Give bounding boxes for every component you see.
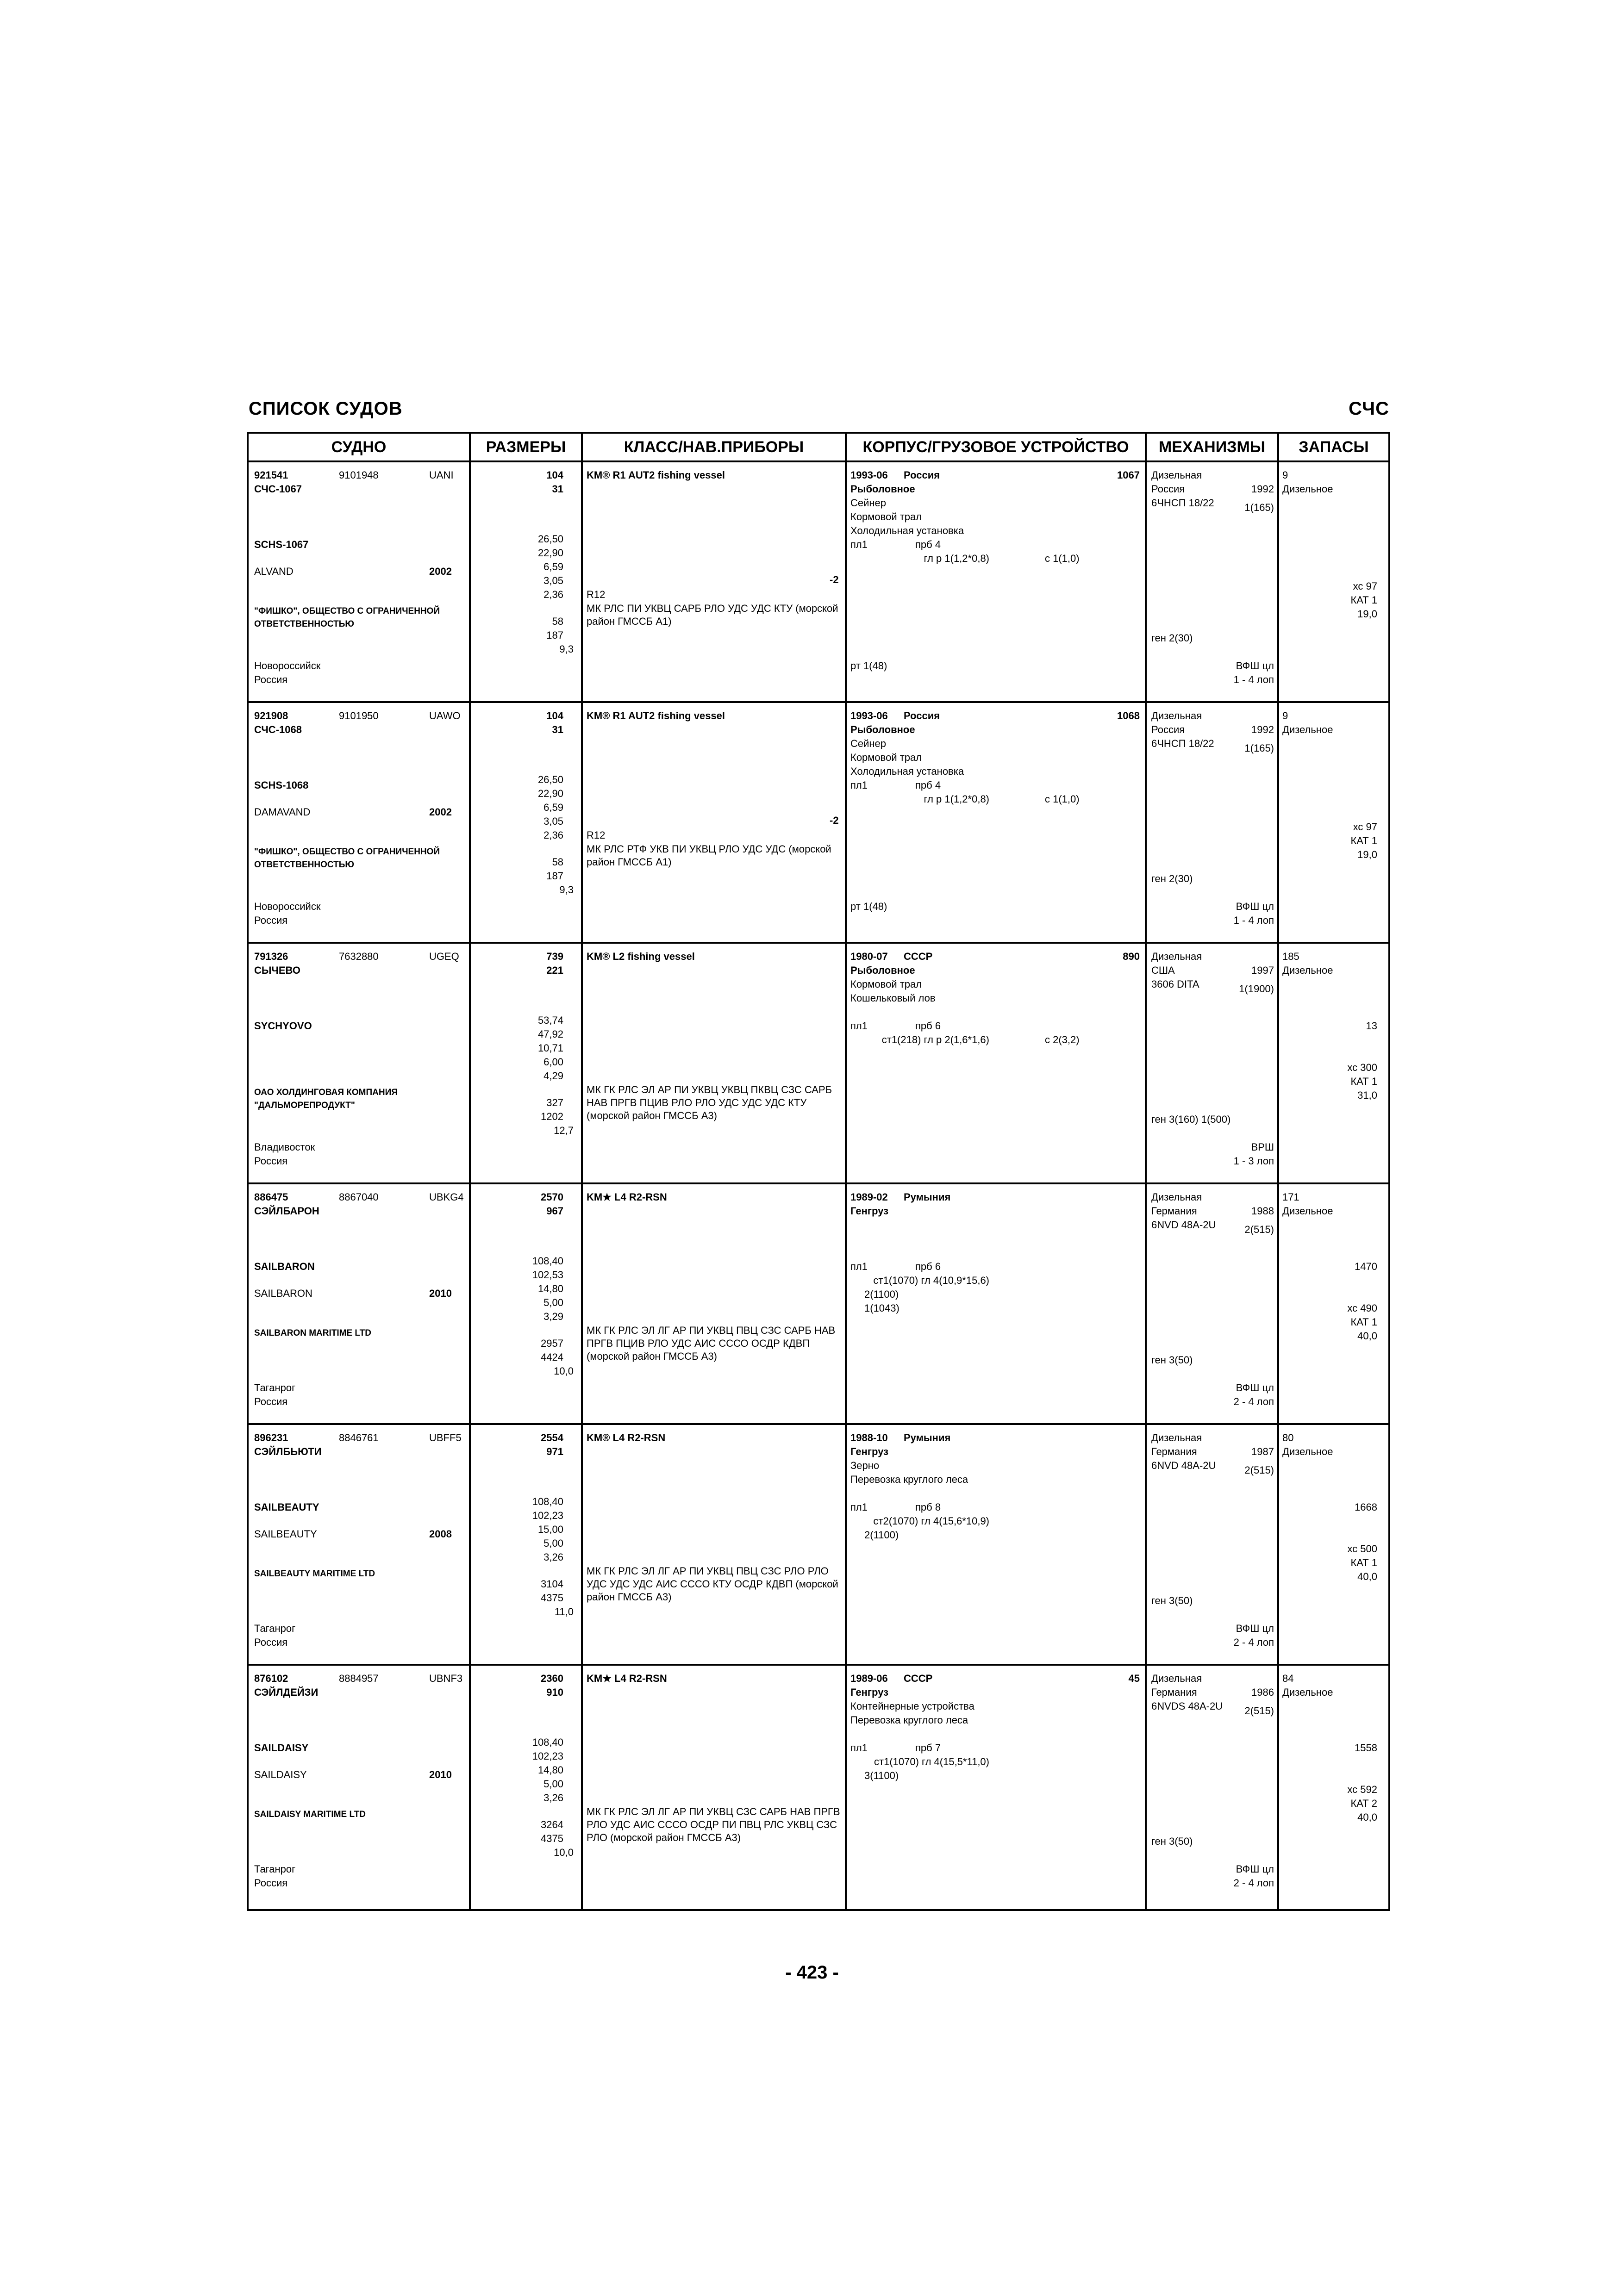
bulkhead-count: прб 4 [915, 539, 941, 550]
former-year: 2010 [429, 1769, 452, 1780]
category-value: 31,0 [1357, 1089, 1377, 1101]
engine-power: 2(515) [1244, 1705, 1274, 1717]
ice-class: R12 [587, 829, 606, 841]
dimension-value: 2,36 [543, 829, 563, 841]
net-tonnage: 31 [552, 483, 563, 495]
fuel-capacity: 80 [1282, 1432, 1294, 1444]
displacement: 1202 [541, 1111, 563, 1122]
ship-name-latin: SCHS-1068 [254, 779, 309, 791]
ice-class: R12 [587, 589, 606, 600]
dimension-value: 102,23 [532, 1750, 563, 1762]
reg-number: 896231 [254, 1432, 288, 1444]
imo-number: 8884957 [339, 1673, 379, 1684]
owner: "ФИШКО", ОБЩЕСТВО С ОГРАНИЧЕННОЙ ОТВЕТСТВЕННОСТЬЮ [254, 606, 440, 629]
category: КАТ 2 [1350, 1798, 1377, 1809]
table-header [249, 434, 1388, 462]
category: КАТ 1 [1350, 594, 1377, 606]
reg-number: 791326 [254, 951, 288, 962]
dimension-value: 5,00 [543, 1297, 563, 1308]
hull-feature: Перевозка круглого леса [850, 1474, 968, 1485]
column-dimensions: РАЗМЕРЫ [471, 434, 583, 460]
nav-equipment: МК ГК РЛС ЭЛ ЛГ АР ПИ УКВЦ ПВЦ СЗС РЛО РЛО УДС УДС УДС АИС СССО КТУ ОСДР КДВП (морской район ГМССБ А3) [587, 1565, 838, 1603]
home-port: Таганрог [254, 1623, 296, 1634]
gross-tonnage: 2554 [541, 1432, 563, 1444]
ship-name: СЫЧЕВО [254, 964, 301, 976]
owner: SAILBEAUTY MARITIME LTD [254, 1569, 375, 1579]
engine-power: 1(165) [1244, 742, 1274, 754]
former-name: SAILDAISY [254, 1769, 307, 1780]
hull-feature: Холодильная установка [850, 525, 964, 536]
deck-count: пл1 [850, 1742, 868, 1754]
fuel-capacity: 9 [1282, 469, 1288, 481]
dimension-value: 3,29 [543, 1311, 563, 1322]
build-country: Румыния [904, 1432, 951, 1444]
fuel-secondary: 1558 [1355, 1742, 1377, 1754]
hold-data: 2(1100) [864, 1529, 899, 1541]
fuel-type: Дизельное [1282, 1686, 1333, 1698]
dimension-value: 4,29 [543, 1070, 563, 1082]
hull-feature: Сейнер [850, 738, 887, 749]
propeller-blades: 2 - 4 лоп [1233, 1396, 1274, 1407]
displacement: 187 [546, 629, 563, 641]
bulkhead-count: прб 4 [915, 779, 941, 791]
former-year: 2008 [429, 1528, 452, 1540]
call-sign: UAWO [429, 710, 461, 722]
owner: "ФИШКО", ОБЩЕСТВО С ОГРАНИЧЕННОЙ ОТВЕТСТВЕННОСТЬЮ [254, 847, 440, 870]
engine-country: Россия [1151, 724, 1185, 735]
gross-tonnage: 104 [546, 710, 563, 722]
engine-model: 6NVD 48A-2U [1151, 1460, 1216, 1471]
engine-year: 1988 [1251, 1205, 1274, 1217]
yard-number: 1067 [1117, 469, 1140, 481]
bulkhead-count: прб 8 [915, 1501, 941, 1513]
fuel-capacity: 185 [1282, 951, 1299, 962]
dimension-value: 3,26 [543, 1551, 563, 1563]
ship-type: Рыболовное [850, 964, 915, 976]
propeller: ВФШ цл [1236, 1382, 1274, 1394]
deck-count: пл1 [850, 1501, 868, 1513]
category: КАТ 1 [1350, 1076, 1377, 1087]
gross-tonnage: 739 [546, 951, 563, 962]
deadweight: 2957 [541, 1338, 563, 1349]
engine-model: 6NVDS 48A-2U [1151, 1700, 1223, 1712]
net-tonnage: 31 [552, 724, 563, 735]
speed: 10,0 [554, 1847, 574, 1858]
propeller-blades: 1 - 4 лоп [1233, 915, 1274, 926]
dimension-value: 10,71 [537, 1042, 563, 1054]
displacement: 4375 [541, 1592, 563, 1604]
class-notation: KM® L4 R2-RSN [587, 1432, 666, 1444]
imo-number: 9101950 [339, 710, 379, 722]
list-title: СПИСОК СУДОВ [249, 398, 403, 419]
engine-country: Германия [1151, 1446, 1197, 1457]
fuel-type: Дизельное [1282, 483, 1333, 495]
ship-record [249, 703, 1388, 944]
deck-count: пл1 [850, 1261, 868, 1272]
displacement: 4424 [541, 1351, 563, 1363]
propeller: ВРШ [1251, 1141, 1274, 1153]
engine-type: Дизельная [1151, 951, 1202, 962]
build-date: 1993-06 [850, 469, 888, 481]
dimension-value: 5,00 [543, 1778, 563, 1790]
hold-data: ст1(1070) гл 4(15,5*11,0) [874, 1756, 989, 1767]
generators: ген 2(30) [1151, 632, 1193, 644]
ship-name: СЧС-1068 [254, 724, 302, 735]
reg-number: 921908 [254, 710, 288, 722]
dimension-value: 14,80 [537, 1764, 563, 1776]
ship-record [249, 1425, 1388, 1666]
fuel-type: Дизельное [1282, 1205, 1333, 1217]
hold-data: 3(1100) [864, 1770, 899, 1781]
page-number: - 423 - [785, 1962, 839, 1983]
deck-count: пл1 [850, 539, 868, 550]
category: КАТ 1 [1350, 1316, 1377, 1328]
ship-type: Генгруз [850, 1446, 889, 1457]
former-name: SAILBARON [254, 1288, 312, 1299]
deck-count: пл1 [850, 1020, 868, 1032]
nav-equipment: МК РЛС РТФ УКВ ПИ УКВЦ РЛО УДС УДС (морской район ГМССБ А1) [587, 843, 831, 868]
build-date: 1988-10 [850, 1432, 888, 1444]
ship-name: СЭЙЛДЕЙЗИ [254, 1686, 319, 1698]
deadweight: 58 [552, 856, 563, 868]
hold-data: ст2(1070) гл 4(15,6*10,9) [873, 1515, 989, 1527]
nav-equipment: МК ГК РЛС ЭЛ АР ПИ УКВЦ УКВЦ ПКВЦ СЗС САРБ НАВ ПРГВ ПЦИВ РЛО РЛО УДС УДС УДС КТУ (морской район ГМССБ А3) [587, 1084, 832, 1121]
bulkhead-count: прб 6 [915, 1261, 941, 1272]
engine-power: 2(515) [1244, 1224, 1274, 1235]
fuel-secondary: 1470 [1355, 1261, 1377, 1272]
bulkhead-count: прб 7 [915, 1742, 941, 1754]
class-notation: KM® L2 fishing vessel [587, 951, 695, 962]
engine-type: Дизельная [1151, 1191, 1202, 1203]
category-value: 40,0 [1357, 1571, 1377, 1582]
dimension-value: 15,00 [537, 1524, 563, 1535]
dimension-value: 2,36 [543, 589, 563, 600]
deadweight: 327 [546, 1097, 563, 1108]
dimension-value: 5,00 [543, 1537, 563, 1549]
generators: ген 3(50) [1151, 1836, 1193, 1847]
rt-data: рт 1(48) [850, 660, 887, 672]
dimension-value: 3,05 [543, 575, 563, 586]
endurance: хс 490 [1347, 1302, 1377, 1314]
dimension-value: 22,90 [537, 788, 563, 799]
endurance: хс 592 [1347, 1784, 1377, 1795]
build-country: СССР [904, 1673, 933, 1684]
imo-number: 7632880 [339, 951, 379, 962]
ship-record [249, 1666, 1388, 1906]
build-country: Россия [904, 469, 940, 481]
cargo-gear: с 1(1,0) [1045, 553, 1080, 564]
dimension-value: 102,23 [532, 1510, 563, 1521]
engine-year: 1992 [1251, 724, 1274, 735]
gross-tonnage: 104 [546, 469, 563, 481]
engine-type: Дизельная [1151, 1673, 1202, 1684]
hold-data: гл р 1(1,2*0,8) [924, 553, 989, 564]
gross-tonnage: 2360 [541, 1673, 563, 1684]
build-country: Румыния [904, 1191, 951, 1203]
class-minus: -2 [830, 815, 839, 826]
owner: SAILBARON MARITIME LTD [254, 1328, 371, 1338]
propeller: ВФШ цл [1236, 1623, 1274, 1634]
build-country: Россия [904, 710, 940, 722]
imo-number: 8867040 [339, 1191, 379, 1203]
hull-feature: Контейнерные устройства [850, 1700, 974, 1712]
dimension-value: 6,59 [543, 802, 563, 813]
former-year: 2002 [429, 566, 452, 577]
call-sign: UBFF5 [429, 1432, 462, 1444]
build-date: 1989-06 [850, 1673, 888, 1684]
ship-name-latin: SYCHYOVO [254, 1020, 312, 1032]
former-year: 2010 [429, 1288, 452, 1299]
fuel-type: Дизельное [1282, 964, 1333, 976]
class-notation: KM® R1 AUT2 fishing vessel [587, 710, 725, 722]
reg-number: 921541 [254, 469, 288, 481]
ship-type: Рыболовное [850, 724, 915, 735]
engine-country: Германия [1151, 1686, 1197, 1698]
deck-count: пл1 [850, 779, 868, 791]
reg-number: 886475 [254, 1191, 288, 1203]
fuel-secondary: 13 [1366, 1020, 1377, 1032]
speed: 11,0 [554, 1606, 574, 1618]
build-date: 1980-07 [850, 951, 888, 962]
flag: Россия [254, 1396, 288, 1407]
engine-power: 1(165) [1244, 502, 1274, 513]
nav-equipment: МК ГК РЛС ЭЛ ЛГ АР ПИ УКВЦ СЗС САРБ НАВ ПРГВ РЛО УДС АИС СССО ОСДР ПИ ПВЦ РЛС УКВЦ СЗС РЛО (морской район ГМССБ А3) [587, 1806, 840, 1843]
ship-name-latin: SAILDAISY [254, 1742, 309, 1754]
hold-data: 2(1100) [864, 1288, 899, 1300]
propeller-blades: 2 - 4 лоп [1233, 1636, 1274, 1648]
fuel-secondary: 1668 [1355, 1501, 1377, 1513]
section-code: СЧС [1349, 398, 1389, 419]
endurance: хс 97 [1353, 580, 1377, 592]
imo-number: 8846761 [339, 1432, 379, 1444]
net-tonnage: 221 [546, 964, 563, 976]
speed: 12,7 [554, 1125, 574, 1136]
dimension-value: 22,90 [537, 547, 563, 559]
reg-number: 876102 [254, 1673, 288, 1684]
ship-name: СЭЙЛБЬЮТИ [254, 1446, 322, 1457]
class-minus: -2 [830, 574, 839, 585]
ship-type: Генгруз [850, 1205, 889, 1217]
flag: Россия [254, 1155, 288, 1167]
engine-year: 1992 [1251, 483, 1274, 495]
dimension-value: 108,40 [532, 1496, 563, 1507]
column-machinery: МЕХАНИЗМЫ [1147, 434, 1279, 460]
propeller-blades: 1 - 4 лоп [1233, 674, 1274, 685]
flag: Россия [254, 1636, 288, 1648]
dimension-value: 3,05 [543, 815, 563, 827]
hull-feature: Кормовой трал [850, 978, 922, 990]
speed: 9,3 [559, 884, 574, 896]
owner: SAILDAISY MARITIME LTD [254, 1810, 366, 1819]
former-name: ALVAND [254, 566, 294, 577]
former-name: SAILBEAUTY [254, 1528, 317, 1540]
category-value: 19,0 [1357, 849, 1377, 860]
engine-type: Дизельная [1151, 1432, 1202, 1444]
dimension-value: 14,80 [537, 1283, 563, 1294]
dimension-value: 47,92 [537, 1028, 563, 1040]
ship-name: СЧС-1067 [254, 483, 302, 495]
class-notation: KM® R1 AUT2 fishing vessel [587, 469, 725, 481]
fuel-capacity: 171 [1282, 1191, 1299, 1203]
engine-country: Россия [1151, 483, 1185, 495]
engine-year: 1987 [1251, 1446, 1274, 1457]
yard-number: 890 [1123, 951, 1140, 962]
column-ship: СУДНО [249, 434, 471, 460]
endurance: хс 500 [1347, 1543, 1377, 1555]
ship-table [247, 432, 1390, 1911]
former-year: 2002 [429, 806, 452, 818]
build-date: 1993-06 [850, 710, 888, 722]
nav-equipment: МК РЛС ПИ УКВЦ САРБ РЛО УДС УДС КТУ (морской район ГМССБ А1) [587, 603, 838, 627]
engine-year: 1997 [1251, 964, 1274, 976]
hull-feature: Сейнер [850, 497, 887, 509]
rt-data: рт 1(48) [850, 901, 887, 912]
category: КАТ 1 [1350, 835, 1377, 846]
engine-type: Дизельная [1151, 710, 1202, 722]
fuel-type: Дизельное [1282, 724, 1333, 735]
net-tonnage: 910 [546, 1686, 563, 1698]
dimension-value: 3,26 [543, 1792, 563, 1804]
net-tonnage: 967 [546, 1205, 563, 1217]
fuel-capacity: 84 [1282, 1673, 1294, 1684]
fuel-capacity: 9 [1282, 710, 1288, 722]
engine-model: 6ЧНСП 18/22 [1151, 738, 1214, 749]
deadweight: 3104 [541, 1578, 563, 1590]
ship-type: Рыболовное [850, 483, 915, 495]
ship-name-latin: SCHS-1067 [254, 539, 309, 550]
displacement: 187 [546, 870, 563, 882]
generators: ген 3(50) [1151, 1354, 1193, 1366]
yard-number: 1068 [1117, 710, 1140, 722]
nav-equipment: МК ГК РЛС ЭЛ ЛГ АР ПИ УКВЦ ПВЦ СЗС САРБ НАВ ПРГВ ПЦИВ РЛО УДС АИС СССО ОСДР КДВП (морской район ГМССБ А3) [587, 1325, 836, 1362]
cargo-gear: с 1(1,0) [1045, 793, 1080, 805]
engine-model: 3606 DITA [1151, 978, 1199, 990]
class-notation: KM★ L4 R2-RSN [587, 1191, 667, 1203]
ship-name-latin: SAILBARON [254, 1261, 315, 1272]
home-port: Новороссийск [254, 660, 321, 672]
home-port: Таганрог [254, 1863, 296, 1875]
flag: Россия [254, 674, 288, 685]
page-header [247, 396, 1391, 423]
class-notation: KM★ L4 R2-RSN [587, 1673, 667, 1684]
engine-power: 2(515) [1244, 1464, 1274, 1476]
engine-country: Германия [1151, 1205, 1197, 1217]
net-tonnage: 971 [546, 1446, 563, 1457]
endurance: хс 300 [1347, 1062, 1377, 1073]
home-port: Таганрог [254, 1382, 296, 1394]
generators: ген 3(160) 1(500) [1151, 1114, 1231, 1125]
dimension-value: 108,40 [532, 1255, 563, 1267]
engine-country: США [1151, 964, 1175, 976]
call-sign: UANI [429, 469, 454, 481]
hold-data: ст1(218) гл р 2(1,6*1,6) [881, 1034, 989, 1045]
ship-record [249, 944, 1388, 1184]
owner: ОАО ХОЛДИНГОВАЯ КОМПАНИЯ "ДАЛЬМОРЕПРОДУКТ" [254, 1088, 398, 1110]
propeller: ВФШ цл [1236, 660, 1274, 672]
category-value: 40,0 [1357, 1811, 1377, 1823]
fuel-type: Дизельное [1282, 1446, 1333, 1457]
hull-feature: Кормовой трал [850, 752, 922, 763]
dimension-value: 6,00 [543, 1056, 563, 1068]
hull-feature: Перевозка круглого леса [850, 1714, 968, 1726]
hold-data: гл р 1(1,2*0,8) [924, 793, 989, 805]
displacement: 4375 [541, 1833, 563, 1844]
hull-feature: Зерно [850, 1460, 880, 1471]
category-value: 40,0 [1357, 1330, 1377, 1342]
speed: 9,3 [559, 643, 574, 655]
ship-record [249, 1184, 1388, 1425]
category-value: 19,0 [1357, 608, 1377, 620]
column-class: КЛАСС/НАВ.ПРИБОРЫ [583, 434, 847, 460]
dimension-value: 26,50 [537, 774, 563, 785]
hull-feature: Кормовой трал [850, 511, 922, 523]
dimension-value: 26,50 [537, 533, 563, 545]
yard-number: 45 [1128, 1673, 1140, 1684]
generators: ген 3(50) [1151, 1595, 1193, 1606]
call-sign: UGEQ [429, 951, 459, 962]
dimension-value: 6,59 [543, 561, 563, 572]
call-sign: UBNF3 [429, 1673, 463, 1684]
cargo-gear: с 2(3,2) [1045, 1034, 1080, 1045]
gross-tonnage: 2570 [541, 1191, 563, 1203]
flag: Россия [254, 915, 288, 926]
hull-feature: Кошельковый лов [850, 992, 936, 1004]
ship-name-latin: SAILBEAUTY [254, 1501, 319, 1513]
dimension-value: 53,74 [537, 1014, 563, 1026]
generators: ген 2(30) [1151, 873, 1193, 884]
propeller: ВФШ цл [1236, 901, 1274, 912]
build-date: 1989-02 [850, 1191, 888, 1203]
engine-model: 6NVD 48A-2U [1151, 1219, 1216, 1231]
ship-type: Генгруз [850, 1686, 889, 1698]
hull-feature: Холодильная установка [850, 765, 964, 777]
category: КАТ 1 [1350, 1557, 1377, 1568]
ship-name: СЭЙЛБАРОН [254, 1205, 319, 1217]
home-port: Владивосток [254, 1141, 315, 1153]
bulkhead-count: прб 6 [915, 1020, 941, 1032]
engine-power: 1(1900) [1239, 983, 1274, 995]
propeller-blades: 2 - 4 лоп [1233, 1877, 1274, 1889]
propeller-blades: 1 - 3 лоп [1233, 1155, 1274, 1167]
speed: 10,0 [554, 1365, 574, 1377]
engine-model: 6ЧНСП 18/22 [1151, 497, 1214, 509]
dimension-value: 108,40 [532, 1736, 563, 1748]
build-country: СССР [904, 951, 933, 962]
flag: Россия [254, 1877, 288, 1889]
ship-record [249, 462, 1388, 703]
deadweight: 58 [552, 616, 563, 627]
home-port: Новороссийск [254, 901, 321, 912]
column-supplies: ЗАПАСЫ [1299, 438, 1369, 456]
hold-data: ст1(1070) гл 4(10,9*15,6) [873, 1275, 989, 1286]
endurance: хс 97 [1353, 821, 1377, 833]
hold-data: 1(1043) [864, 1302, 899, 1314]
engine-year: 1986 [1251, 1686, 1274, 1698]
former-name: DAMAVAND [254, 806, 311, 818]
dimension-value: 102,53 [532, 1269, 563, 1281]
propeller: ВФШ цл [1236, 1863, 1274, 1875]
imo-number: 9101948 [339, 469, 379, 481]
column-hull: КОРПУС/ГРУЗОВОЕ УСТРОЙСТВО [847, 434, 1147, 460]
deadweight: 3264 [541, 1819, 563, 1830]
call-sign: UBKG4 [429, 1191, 464, 1203]
engine-type: Дизельная [1151, 469, 1202, 481]
